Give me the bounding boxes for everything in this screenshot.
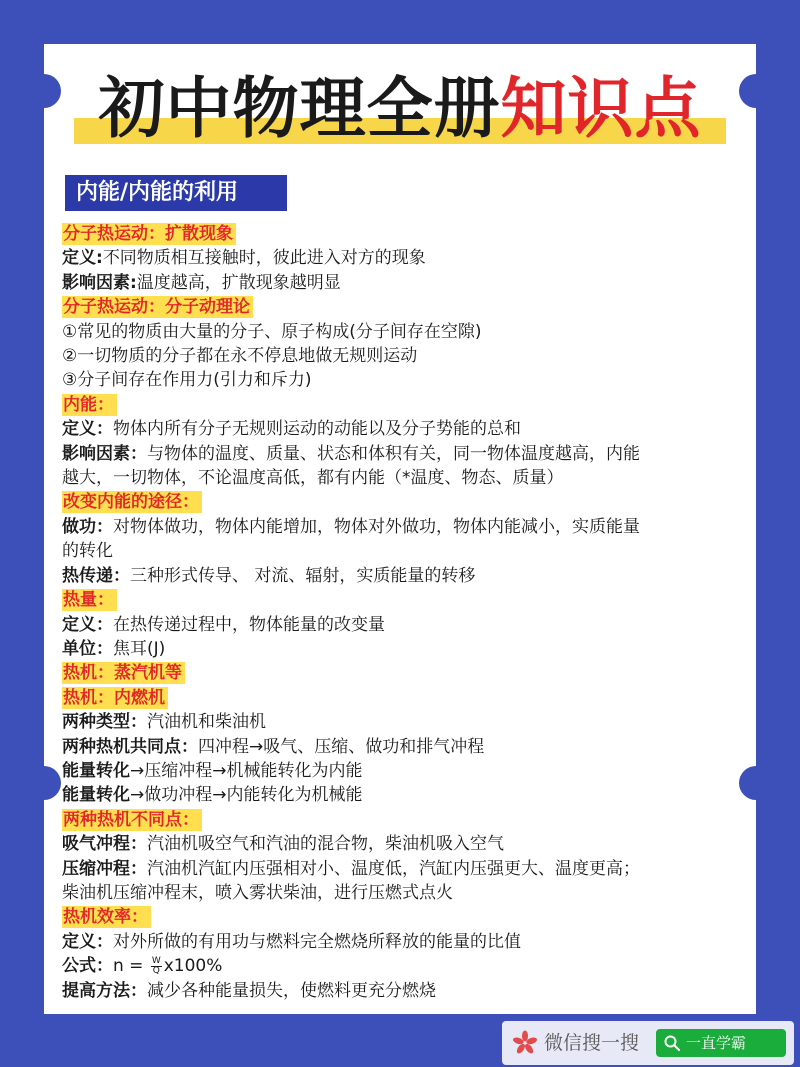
content-line [62,417,744,441]
line-text: 与物体的温度、质量、状态和体积有关，同一物体温度越高，内能 [147,443,640,464]
formula-prefix: n = [113,956,149,977]
formula-line [62,954,744,978]
fraction-denominator: Q [152,965,160,976]
line-text: 物体内所有分子无规则运动的动能以及分子势能的总和 [113,419,521,440]
topic-heading [62,588,744,612]
watermark-search-box[interactable] [656,1029,786,1057]
line-text: 在热传递过程中，物体能量的改变量 [113,614,385,635]
content-line [62,613,744,637]
wechat-search-icon [512,1030,538,1056]
line-text: ②一切物质的分子都在永不停息地做无规则运动 [62,346,418,367]
line-text: 焦耳(J) [113,638,166,659]
line-text: ③分子间存在作用力(引力和斥力) [62,370,312,391]
content-line [62,710,744,734]
line-text: →做功冲程→内能转化为机械能 [130,785,363,806]
content-line [62,759,744,783]
content-line [62,832,744,856]
line-term: 定义： [62,419,113,440]
ticket-notch [27,766,61,800]
topic-heading [62,295,744,319]
topic-heading [62,686,744,710]
line-term: 定义： [62,931,113,952]
knowledge-list [62,222,744,1003]
content-line [62,564,744,588]
line-term: 单位： [62,638,113,659]
magnifier-icon [663,1034,681,1052]
topic-heading [62,808,744,832]
topic-heading-label: 分子热运动：分子动理论 [62,296,253,318]
fraction [151,957,162,976]
content-line [62,857,744,881]
fraction-numerator: W [151,955,161,966]
line-term: 能量转化 [62,760,130,781]
line-term: 定义： [62,614,113,635]
line-text: ①常见的物质由大量的分子、原子构成(分子间存在空隙) [62,321,482,342]
content-line [62,783,744,807]
line-term: 影响因素: [62,272,137,293]
line-term: 提高方法： [62,980,147,1001]
title-main: 初中物理全册 [98,70,501,147]
line-term: 公式： [62,956,113,977]
content-line [62,320,744,344]
line-term: 定义: [62,248,103,269]
topic-heading-label: 热机：蒸汽机等 [62,662,185,684]
content-line [62,442,744,466]
line-text: 温度越高，扩散现象越明显 [136,272,341,293]
line-text: 的转化 [62,541,113,562]
content-line [62,515,744,539]
topic-heading-label: 内能： [62,394,117,416]
content-line [62,344,744,368]
formula-suffix: x100% [163,956,223,977]
topic-heading-label: 改变内能的途径： [62,491,202,513]
title-accent: 知识点 [500,70,702,147]
watermark-text: 微信搜一搜 [544,1032,640,1054]
section-header: 内能/内能的利用 [65,175,287,211]
page-title [74,64,726,154]
content-line [62,979,744,1003]
line-term: 热传递： [62,565,130,586]
line-text: 汽油机汽缸内压强相对小、温度低，汽缸内压强更大、温度更高； [147,858,640,879]
topic-heading [62,490,744,514]
content-line [62,246,744,270]
content-line [62,466,744,490]
line-text: 三种形式传导、 对流、辐射，实质能量的转移 [130,565,476,586]
line-text: 越大，一切物体，不论温度高低，都有内能（*温度、物态、质量） [62,468,564,489]
line-text: 四冲程→吸气、压缩、做功和排气冲程 [198,736,485,757]
line-term: 两种类型： [62,712,147,733]
content-line [62,930,744,954]
line-text: 不同物质相互接触时，彼此进入对方的现象 [102,248,426,269]
line-term: 两种热机共同点： [62,736,198,757]
topic-heading-label: 两种热机不同点： [62,809,202,831]
ticket-notch [739,766,773,800]
content-card [44,44,756,1014]
line-term: 吸气冲程： [62,834,147,855]
topic-heading-label: 热机：内燃机 [62,687,168,709]
line-term: 做功： [62,516,113,537]
topic-heading-label: 热量： [62,589,117,611]
topic-heading [62,222,744,246]
line-text: 汽油机和柴油机 [147,712,266,733]
line-text: 减少各种能量损失，使燃料更充分燃烧 [147,980,436,1001]
topic-heading [62,905,744,929]
topic-heading-label: 热机效率： [62,906,151,928]
line-term: 影响因素： [62,443,147,464]
topic-heading [62,393,744,417]
line-term: 压缩冲程： [62,858,147,879]
content-line [62,368,744,392]
ticket-notch [27,74,61,108]
content-line [62,271,744,295]
topic-heading-label: 分子热运动：扩散现象 [62,223,236,245]
line-text: 对外所做的有用功与燃料完全燃烧所释放的能量的比值 [113,931,521,952]
ticket-notch [739,74,773,108]
line-text: 对物体做功，物体内能增加，物体对外做功，物体内能减小，实质能量 [113,516,640,537]
line-text: 汽油机吸空气和汽油的混合物，柴油机吸入空气 [147,834,504,855]
line-text: →压缩冲程→机械能转化为内能 [130,760,363,781]
watermark-search-text: 一直学霸 [686,1034,747,1052]
wechat-search-watermark [502,1021,794,1065]
content-line [62,637,744,661]
topic-heading [62,661,744,685]
line-term: 能量转化 [62,785,130,806]
content-line [62,881,744,905]
line-text: 柴油机压缩冲程末，喷入雾状柴油，进行压燃式点火 [62,882,453,903]
content-line [62,539,744,563]
content-line [62,735,744,759]
